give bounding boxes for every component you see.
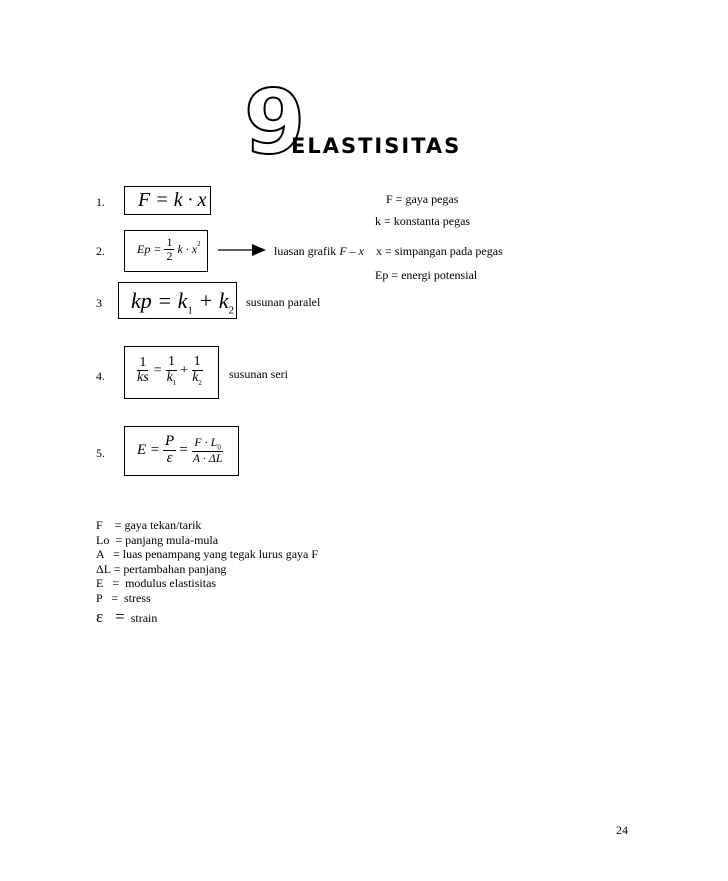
legend-line-area: A = luas penampang yang tegak lurus gaya F bbox=[96, 547, 319, 562]
formula-5-frac-1-den: ε bbox=[166, 449, 173, 466]
chapter-title: ELASTISITAS bbox=[291, 134, 462, 158]
formula-4-frac-2-den-wrap bbox=[165, 371, 179, 387]
formula-1-expr: F = k · x bbox=[138, 189, 207, 211]
definition-simpangan: x = simpangan pada pegas bbox=[376, 244, 503, 258]
legend-line-length: Lo = panjang mula-mula bbox=[96, 532, 219, 547]
legend-strain-symbol: ε bbox=[96, 606, 104, 626]
formula-4-frac-2 bbox=[165, 355, 179, 387]
formula-4-frac-3-den-wrap bbox=[190, 371, 204, 387]
definition-gaya-pegas: F = gaya pegas bbox=[386, 192, 459, 206]
formula-3-number: 3 bbox=[96, 296, 102, 310]
formula-4-frac-2-den: k bbox=[166, 369, 173, 385]
formula-5-frac-1-num: P bbox=[165, 433, 175, 449]
formula-3-note: susunan paralel bbox=[246, 295, 321, 309]
formula-2-lhs: Ep = bbox=[137, 241, 162, 256]
formula-5-frac-2-num: F · L bbox=[194, 434, 218, 449]
legend-line-stress: P = stress bbox=[96, 590, 151, 605]
formula-3-lhs: kp = k bbox=[131, 288, 188, 313]
formula-2-exponent: 2 bbox=[197, 240, 201, 249]
formula-4-frac-2-sub: 1 bbox=[172, 378, 177, 387]
formula-4-frac-1-num: 1 bbox=[139, 354, 147, 370]
legend-line-delta-length: ΔL = pertambahan panjang bbox=[96, 561, 227, 576]
formula-4-frac-1 bbox=[135, 356, 151, 386]
formula-2-rest: k · x bbox=[177, 241, 198, 256]
legend-line-modulus: E = modulus elastisitas bbox=[96, 576, 217, 591]
formula-2-note bbox=[274, 244, 364, 259]
formula-4-frac-3-num: 1 bbox=[193, 354, 201, 369]
formula-4-frac-1-den: ks bbox=[137, 370, 149, 386]
definition-energi-potensial: Ep = energi potensial bbox=[375, 268, 478, 282]
formula-2-note-prefix: luasan grafik bbox=[274, 244, 337, 258]
formula-3-box bbox=[118, 282, 237, 319]
formula-3-plus: + k bbox=[198, 288, 229, 313]
formula-4-expr bbox=[135, 355, 204, 387]
chapter-number: 9 bbox=[244, 71, 306, 174]
formula-2-frac-den: 2 bbox=[166, 248, 173, 263]
formula-4-number: 4. bbox=[96, 369, 105, 383]
legend-strain-eq: = bbox=[115, 606, 125, 626]
formula-1-number: 1. bbox=[96, 195, 105, 209]
formula-2-note-expr: F – x bbox=[339, 244, 364, 258]
formula-5-frac-2 bbox=[191, 436, 225, 465]
formula-3-sub2: 2 bbox=[228, 304, 234, 317]
formula-4-frac-2-num: 1 bbox=[167, 354, 175, 369]
legend-strain-text: strain bbox=[130, 610, 158, 625]
formula-5-eq: = bbox=[179, 441, 188, 458]
formula-4-note: susunan seri bbox=[229, 367, 288, 381]
legend-line-strain bbox=[96, 607, 318, 627]
formula-4-frac-3-sub: 2 bbox=[198, 378, 202, 387]
formula-5-box bbox=[124, 426, 239, 476]
formula-2-frac-num: 1 bbox=[166, 235, 173, 249]
formula-5-number: 5. bbox=[96, 446, 105, 460]
formula-4-frac-3 bbox=[190, 355, 204, 387]
page-number: 24 bbox=[616, 823, 628, 837]
formula-2-number: 2. bbox=[96, 244, 105, 258]
legend-line-force: F = gaya tekan/tarik bbox=[96, 518, 202, 532]
formula-5-lhs: E = bbox=[137, 441, 161, 458]
formula-4-box bbox=[124, 346, 219, 399]
definition-konstanta-pegas: k = konstanta pegas bbox=[375, 214, 471, 228]
formula-3-expr bbox=[131, 288, 234, 316]
formula-5-frac-2-den: A · ΔL bbox=[192, 451, 223, 466]
formula-3-sub1: 1 bbox=[187, 304, 193, 317]
formula-5-frac-1 bbox=[163, 434, 176, 467]
formula-5-frac-2-num-sub: 0 bbox=[217, 442, 221, 451]
formula-4-frac-3-den: k bbox=[192, 369, 199, 385]
legend bbox=[96, 518, 318, 627]
formula-4-plus: + bbox=[180, 362, 189, 378]
formula-5-expr bbox=[137, 434, 225, 467]
formula-5-frac-2-num-wrap bbox=[192, 436, 223, 453]
formula-4-eq: = bbox=[153, 362, 162, 378]
